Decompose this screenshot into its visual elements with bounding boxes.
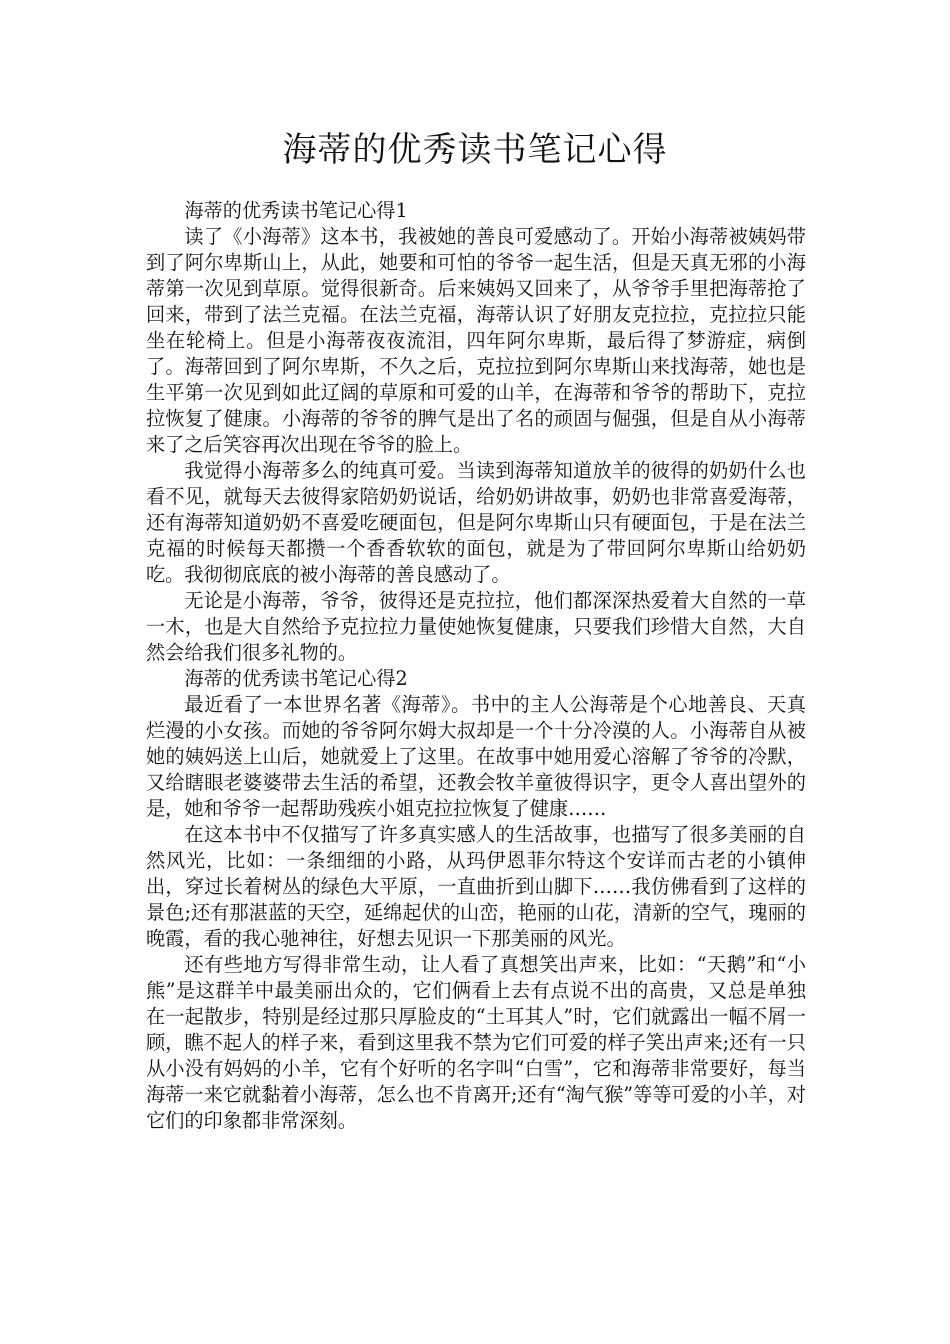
paragraph: 还有些地方写得非常生动，让人看了真想笑出声来，比如：“天鹅”和“小熊”是这群羊中最美丽出众的，它们俩看上去有点说不出的高贵，又总是单独在一起散步，特别是经过那只厚脸皮的“土耳其人”时，它们就露出一幅不屑一顾，瞧不起人的样子来，看到这里我不禁为它们可爱的样子笑出声来;还有一只从小没有妈妈的小羊，它有个好听的名字叫“白雪”，它和海蒂非常要好，每当海蒂一来它就黏着小海蒂，怎么也不肯离开;还有“淘气猴”等等可爱的小羊，对它们的印象都非常深刻。 xyxy=(146,953,806,1132)
paragraph: 我觉得小海蒂多么的纯真可爱。当读到海蒂知道放羊的彼得的奶奶什么也看不见，就每天去彼得家陪奶奶说话，给奶奶讲故事，奶奶也非常喜爱海蒂，还有海蒂知道奶奶不喜爱吃硬面包，但是阿尔卑斯山只有硬面包，于是在法兰克福的时候每天都攒一个香香软软的面包，就是为了带回阿尔卑斯山给奶奶吃。我彻彻底底的被小海蒂的善良感动了。 xyxy=(146,459,806,586)
section-heading: 海蒂的优秀读书笔记心得1 xyxy=(184,199,408,222)
section-heading: 海蒂的优秀读书笔记心得2 xyxy=(184,667,408,690)
document-body xyxy=(146,198,806,1134)
paragraph: 最近看了一本世界名著《海蒂》。书中的主人公海蒂是个心地善良、天真烂漫的小女孩。而她的爷爷阿尔姆大叔却是一个十分冷漠的人。小海蒂自从被她的姨妈送上山后，她就爱上了这里。在故事中她用爱心溶解了爷爷的冷默，又给瞎眼老婆婆带去生活的希望，还教会牧羊童彼得识字，更令人喜出望外的是，她和爷爷一起帮助残疾小姐克拉拉恢复了健康…… xyxy=(146,693,806,820)
document-title: 海蒂的优秀读书笔记心得 xyxy=(282,130,668,170)
paragraph: 无论是小海蒂，爷爷，彼得还是克拉拉，他们都深深热爱着大自然的一草一木，也是大自然给予克拉拉力量使她恢复健康，只要我们珍惜大自然，大自然会给我们很多礼物的。 xyxy=(146,589,806,664)
paragraph: 读了《小海蒂》这本书，我被她的善良可爱感动了。开始小海蒂被姨妈带到了阿尔卑斯山上，从此，她要和可怕的爷爷一起生活，但是天真无邪的小海蒂第一次见到草原。觉得很新奇。后来姨妈又回来了，从爷爷手里把海蒂抢了回来，带到了法兰克福。在法兰克福，海蒂认识了好朋友克拉拉，克拉拉只能坐在轮椅上。但是小海蒂夜夜流泪，四年阿尔卑斯，最后得了梦游症，病倒了。海蒂回到了阿尔卑斯，不久之后，克拉拉到阿尔卑斯山来找海蒂，她也是生平第一次见到如此辽阔的草原和可爱的山羊，在海蒂和爷爷的帮助下，克拉拉恢复了健康。小海蒂的爷爷的脾气是出了名的顽固与倔强，但是自从小海蒂来了之后笑容再次出现在爷爷的脸上。 xyxy=(146,225,806,456)
paragraph: 在这本书中不仅描写了许多真实感人的生活故事，也描写了很多美丽的自然风光，比如：一条细细的小路，从玛伊恩菲尔特这个安详而古老的小镇伸出，穿过长着树丛的绿色大平原，一直曲折到山脚下……我仿佛看到了这样的景色;还有那湛蓝的天空，延绵起伏的山峦，艳丽的山花，清新的空气，瑰丽的晚霞，看的我心驰神往，好想去见识一下那美丽的风光。 xyxy=(146,823,806,950)
